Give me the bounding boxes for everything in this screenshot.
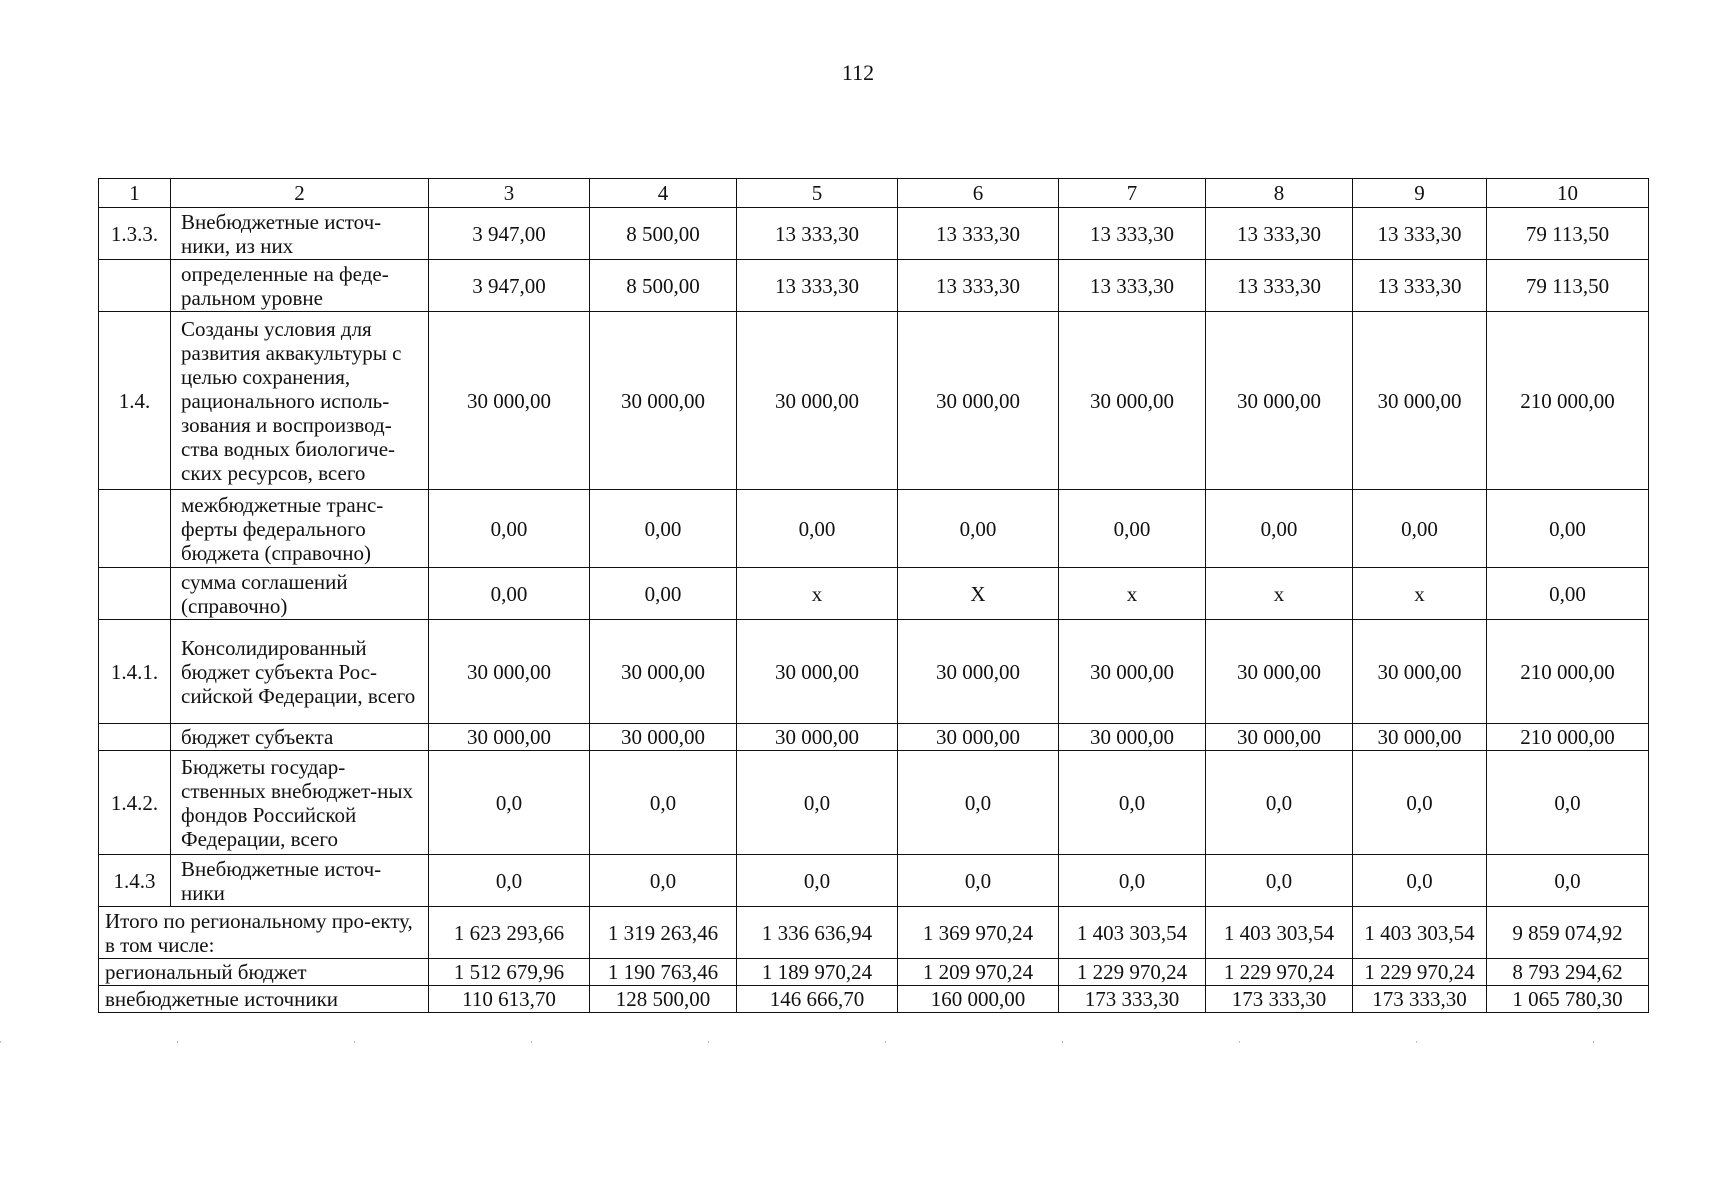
row-code: 1.4.2. bbox=[99, 751, 171, 855]
column-number: 2 bbox=[171, 179, 429, 208]
table-cell: х bbox=[1353, 568, 1487, 620]
table-cell: 30 000,00 bbox=[590, 312, 737, 490]
table-cell: 0,0 bbox=[898, 751, 1059, 855]
table-cell: 1 189 970,24 bbox=[737, 959, 898, 986]
row-name: Внебюджетные источ-ники bbox=[171, 855, 429, 907]
table-cell: 3 947,00 bbox=[429, 208, 590, 260]
row-name: сумма соглашений (справочно) bbox=[171, 568, 429, 620]
table-cell: 30 000,00 bbox=[1206, 312, 1353, 490]
row-name: Внебюджетные источ-ники, из них bbox=[171, 208, 429, 260]
table-cell: 0,0 bbox=[590, 751, 737, 855]
table-cell: 0,00 bbox=[1059, 490, 1206, 568]
row-code: 1.4.1. bbox=[99, 620, 171, 724]
table-cell: 210 000,00 bbox=[1487, 620, 1649, 724]
table-cell: 0,00 bbox=[429, 568, 590, 620]
table-header-row bbox=[99, 179, 1649, 208]
table-cell: 160 000,00 bbox=[898, 986, 1059, 1013]
table-cell: х bbox=[737, 568, 898, 620]
table-cell: 8 793 294,62 bbox=[1487, 959, 1649, 986]
table-cell: 110 613,70 bbox=[429, 986, 590, 1013]
table-cell: 30 000,00 bbox=[590, 724, 737, 751]
table-cell: 30 000,00 bbox=[737, 312, 898, 490]
total-row bbox=[99, 907, 1649, 959]
table-cell: 1 229 970,24 bbox=[1353, 959, 1487, 986]
table-cell: 1 336 636,94 bbox=[737, 907, 898, 959]
table-cell: 1 065 780,30 bbox=[1487, 986, 1649, 1013]
table-cell: х bbox=[1059, 568, 1206, 620]
table-cell: 13 333,30 bbox=[737, 260, 898, 312]
column-number: 10 bbox=[1487, 179, 1649, 208]
table-cell: 13 333,30 bbox=[1206, 208, 1353, 260]
row-code bbox=[99, 568, 171, 620]
total-row-name: внебюджетные источники bbox=[99, 986, 429, 1013]
table-cell: 30 000,00 bbox=[1206, 620, 1353, 724]
column-number: 9 bbox=[1353, 179, 1487, 208]
table-cell: 0,00 bbox=[590, 568, 737, 620]
table-cell: 173 333,30 bbox=[1059, 986, 1206, 1013]
table-row bbox=[99, 260, 1649, 312]
table-cell: 30 000,00 bbox=[590, 620, 737, 724]
table-cell: 1 403 303,54 bbox=[1059, 907, 1206, 959]
table-cell: 30 000,00 bbox=[429, 724, 590, 751]
table-cell: 0,0 bbox=[737, 855, 898, 907]
row-code bbox=[99, 490, 171, 568]
column-number: 5 bbox=[737, 179, 898, 208]
row-name: межбюджетные транс-ферты федерального бюджета (справочно) bbox=[171, 490, 429, 568]
table-cell: 13 333,30 bbox=[898, 208, 1059, 260]
table-cell: 13 333,30 bbox=[1059, 208, 1206, 260]
row-name: бюджет субъекта bbox=[171, 724, 429, 751]
table-cell: 1 403 303,54 bbox=[1353, 907, 1487, 959]
table-cell: 13 333,30 bbox=[1059, 260, 1206, 312]
table-cell: 0,0 bbox=[1206, 751, 1353, 855]
table-row bbox=[99, 855, 1649, 907]
budget-table bbox=[98, 178, 1649, 1013]
table-cell: 0,00 bbox=[1487, 490, 1649, 568]
table-cell: 0,0 bbox=[429, 855, 590, 907]
table-cell: 3 947,00 bbox=[429, 260, 590, 312]
table-cell: 0,0 bbox=[1353, 751, 1487, 855]
table-cell: 79 113,50 bbox=[1487, 208, 1649, 260]
table-cell: 173 333,30 bbox=[1353, 986, 1487, 1013]
table-cell: 13 333,30 bbox=[1206, 260, 1353, 312]
table-cell: 79 113,50 bbox=[1487, 260, 1649, 312]
table-cell: 0,00 bbox=[737, 490, 898, 568]
scan-dotted-line bbox=[0, 1040, 1716, 1044]
table-cell: 0,00 bbox=[1487, 568, 1649, 620]
table-cell: 30 000,00 bbox=[1353, 620, 1487, 724]
column-number: 3 bbox=[429, 179, 590, 208]
table-cell: 0,00 bbox=[429, 490, 590, 568]
table-cell: 30 000,00 bbox=[1059, 312, 1206, 490]
table-cell: 30 000,00 bbox=[898, 312, 1059, 490]
column-number: 8 bbox=[1206, 179, 1353, 208]
table-cell: 30 000,00 bbox=[737, 724, 898, 751]
table-cell: 30 000,00 bbox=[429, 312, 590, 490]
row-code: 1.4. bbox=[99, 312, 171, 490]
table-cell: 0,00 bbox=[1353, 490, 1487, 568]
table-cell: 0,0 bbox=[1059, 751, 1206, 855]
table-cell: 8 500,00 bbox=[590, 260, 737, 312]
row-code bbox=[99, 724, 171, 751]
table-cell: 13 333,30 bbox=[898, 260, 1059, 312]
table-cell: 30 000,00 bbox=[898, 724, 1059, 751]
row-code: 1.3.3. bbox=[99, 208, 171, 260]
table-cell: 128 500,00 bbox=[590, 986, 737, 1013]
total-row-name: Итого по региональному про-екту, в том числе: bbox=[99, 907, 429, 959]
total-row bbox=[99, 959, 1649, 986]
table-row bbox=[99, 620, 1649, 724]
column-number: 6 bbox=[898, 179, 1059, 208]
table-row bbox=[99, 208, 1649, 260]
table-cell: 30 000,00 bbox=[1206, 724, 1353, 751]
table-cell: 30 000,00 bbox=[1353, 724, 1487, 751]
total-row-name: региональный бюджет bbox=[99, 959, 429, 986]
table-row bbox=[99, 490, 1649, 568]
table-cell: 0,0 bbox=[1059, 855, 1206, 907]
table-cell: 13 333,30 bbox=[1353, 260, 1487, 312]
table-cell: 30 000,00 bbox=[737, 620, 898, 724]
table-cell: 1 403 303,54 bbox=[1206, 907, 1353, 959]
table-cell: 0,0 bbox=[1487, 751, 1649, 855]
total-row bbox=[99, 986, 1649, 1013]
table-cell: 0,00 bbox=[1206, 490, 1353, 568]
table-cell: 146 666,70 bbox=[737, 986, 898, 1013]
table-cell: Х bbox=[898, 568, 1059, 620]
table-cell: 1 229 970,24 bbox=[1059, 959, 1206, 986]
table-cell: 30 000,00 bbox=[429, 620, 590, 724]
table-cell: 0,0 bbox=[1487, 855, 1649, 907]
table-row bbox=[99, 568, 1649, 620]
row-name: Созданы условия для развития аквакультуры с целью сохранения, рационального исполь-зования и воспроизвод-ства водных биологиче-ских ресурсов, всего bbox=[171, 312, 429, 490]
table-cell: 210 000,00 bbox=[1487, 724, 1649, 751]
table-cell: 0,00 bbox=[590, 490, 737, 568]
table-row bbox=[99, 724, 1649, 751]
table-cell: 8 500,00 bbox=[590, 208, 737, 260]
table-cell: 0,0 bbox=[1206, 855, 1353, 907]
table-cell: 9 859 074,92 bbox=[1487, 907, 1649, 959]
table-cell: 0,00 bbox=[898, 490, 1059, 568]
table-cell: 173 333,30 bbox=[1206, 986, 1353, 1013]
table-cell: 30 000,00 bbox=[1059, 724, 1206, 751]
table-cell: 30 000,00 bbox=[1059, 620, 1206, 724]
table-cell: 30 000,00 bbox=[898, 620, 1059, 724]
column-number: 7 bbox=[1059, 179, 1206, 208]
table-cell: 30 000,00 bbox=[1353, 312, 1487, 490]
table-row bbox=[99, 312, 1649, 490]
table-cell: 0,0 bbox=[737, 751, 898, 855]
table-cell: 1 623 293,66 bbox=[429, 907, 590, 959]
row-code: 1.4.3 bbox=[99, 855, 171, 907]
row-name: Бюджеты государ-ственных внебюджет-ных фондов Российской Федерации, всего bbox=[171, 751, 429, 855]
table-cell: 1 512 679,96 bbox=[429, 959, 590, 986]
table-cell: 0,0 bbox=[898, 855, 1059, 907]
table-cell: 1 369 970,24 bbox=[898, 907, 1059, 959]
table-cell: 1 229 970,24 bbox=[1206, 959, 1353, 986]
table-cell: х bbox=[1206, 568, 1353, 620]
row-code bbox=[99, 260, 171, 312]
table-row bbox=[99, 751, 1649, 855]
row-name: определенные на феде-ральном уровне bbox=[171, 260, 429, 312]
row-name: Консолидированный бюджет субъекта Рос-сийской Федерации, всего bbox=[171, 620, 429, 724]
table-cell: 210 000,00 bbox=[1487, 312, 1649, 490]
table-cell: 0,0 bbox=[1353, 855, 1487, 907]
table-cell: 1 190 763,46 bbox=[590, 959, 737, 986]
table-cell: 1 319 263,46 bbox=[590, 907, 737, 959]
table-cell: 13 333,30 bbox=[1353, 208, 1487, 260]
table-cell: 1 209 970,24 bbox=[898, 959, 1059, 986]
column-number: 1 bbox=[99, 179, 171, 208]
table-cell: 13 333,30 bbox=[737, 208, 898, 260]
page-number: 112 bbox=[841, 60, 875, 85]
table-cell: 0,0 bbox=[429, 751, 590, 855]
table-cell: 0,0 bbox=[590, 855, 737, 907]
column-number: 4 bbox=[590, 179, 737, 208]
